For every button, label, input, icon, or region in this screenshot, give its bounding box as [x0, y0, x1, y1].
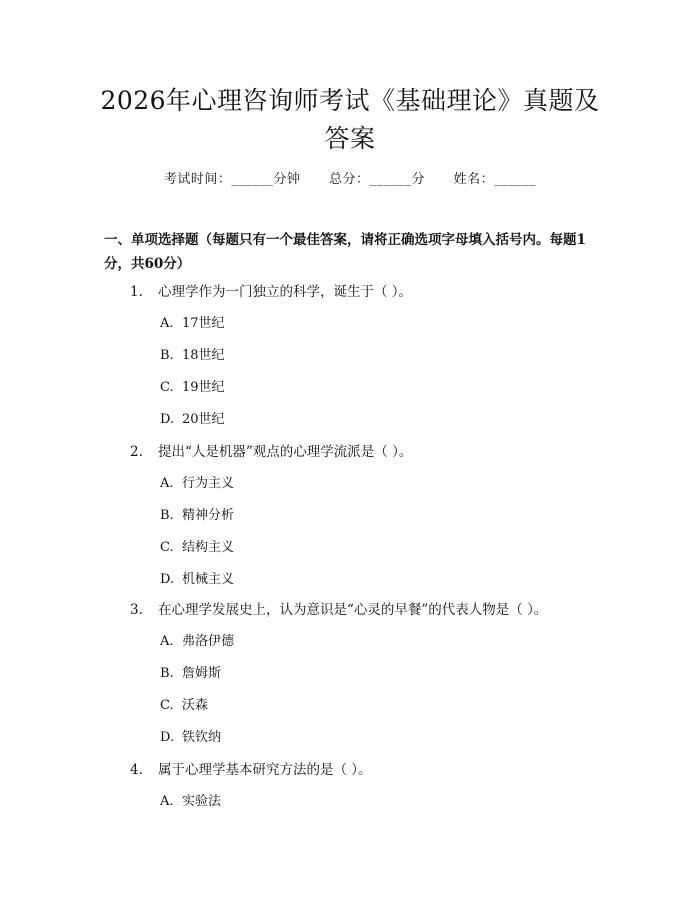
option-text: 结构主义 — [182, 540, 235, 555]
option-text: 行为主义 — [182, 476, 235, 491]
option-4a — [160, 792, 221, 812]
option-text: 实验法 — [182, 794, 222, 809]
option-2b — [160, 506, 234, 526]
section-heading-line-2: 分，共60分） — [104, 256, 191, 272]
option-text: 20世纪 — [182, 412, 225, 427]
section-heading — [104, 228, 604, 276]
option-1a — [160, 314, 225, 334]
question-number: 2. — [130, 444, 143, 460]
option-2a — [160, 474, 234, 494]
question-text: 心理学作为一门独立的科学，诞生于（ ）。 — [158, 284, 413, 300]
section-heading-line-1: 一、单项选择题（每题只有一个最佳答案，请将正确选项字母填入括号内。每题1 — [104, 232, 586, 248]
document-title — [90, 82, 610, 158]
option-letter: D. — [160, 412, 175, 427]
option-letter: A. — [160, 316, 174, 331]
exam-time-field: 考试时间：______分钟 — [163, 172, 301, 187]
question-4 — [130, 760, 372, 780]
option-3b — [160, 664, 221, 684]
option-3d — [160, 728, 221, 748]
option-letter: A. — [160, 794, 174, 809]
option-letter: D. — [160, 572, 175, 587]
question-2 — [130, 442, 412, 462]
exam-meta — [0, 168, 700, 187]
option-text: 铁钦纳 — [182, 730, 222, 745]
option-text: 17世纪 — [182, 316, 225, 331]
option-1c — [160, 378, 225, 398]
option-text: 精神分析 — [182, 508, 235, 523]
question-text: 在心理学发展史上，认为意识是“心灵的早餐”的代表人物是（ ）。 — [158, 602, 548, 618]
question-1 — [130, 282, 412, 302]
name-field: 姓名：______ — [453, 172, 537, 187]
option-1d — [160, 410, 225, 430]
option-letter: B. — [160, 508, 174, 523]
option-2d — [160, 570, 234, 590]
question-number: 3. — [130, 602, 143, 618]
option-letter: C. — [160, 540, 174, 555]
option-letter: B. — [160, 666, 174, 681]
title-line-1: 2026年心理咨询师考试《基础理论》真题及 — [100, 86, 600, 115]
option-text: 沃森 — [182, 698, 209, 713]
total-score-field: 总分：______分 — [328, 172, 425, 187]
option-3a — [160, 632, 234, 652]
title-line-2: 答案 — [324, 124, 376, 153]
option-text: 19世纪 — [182, 380, 225, 395]
option-2c — [160, 538, 234, 558]
option-letter: C. — [160, 380, 174, 395]
option-letter: C. — [160, 698, 174, 713]
option-letter: D. — [160, 730, 175, 745]
option-text: 18世纪 — [182, 348, 225, 363]
option-letter: B. — [160, 348, 174, 363]
question-number: 4. — [130, 762, 143, 778]
option-3c — [160, 696, 208, 716]
option-letter: A. — [160, 476, 174, 491]
question-number: 1. — [130, 284, 143, 300]
option-text: 机械主义 — [182, 572, 235, 587]
question-text: 属于心理学基本研究方法的是（ ）。 — [158, 762, 372, 778]
option-letter: A. — [160, 634, 174, 649]
question-3 — [130, 600, 547, 620]
question-text: 提出“人是机器”观点的心理学流派是（ ）。 — [158, 444, 413, 460]
option-1b — [160, 346, 225, 366]
option-text: 詹姆斯 — [182, 666, 222, 681]
option-text: 弗洛伊德 — [182, 634, 235, 649]
